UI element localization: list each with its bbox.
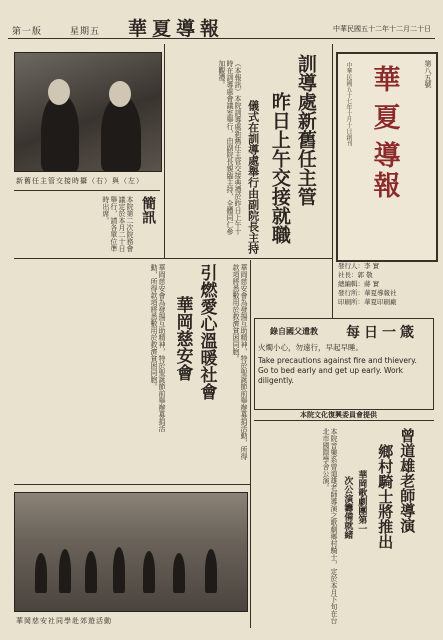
logo-char-last: 報	[373, 171, 401, 202]
maxim-source: 錄自國父遺教	[270, 326, 318, 336]
xmas-headline-1: 引燃愛心溫暖社會	[196, 264, 217, 400]
xmas-body-cont: 華岡慈安會為發揚互助精神，特於聖誕節前舉辦募捐活動，所得款項將悉數用於救濟貧困同胞。	[231, 264, 248, 460]
page-header	[8, 10, 435, 39]
lead-headline-2: 昨日上午交接就職	[268, 92, 291, 244]
credit-line: 印刷所：華夏印刷廠	[338, 298, 397, 306]
credit-line: 社長：郭 敬	[338, 271, 373, 279]
masthead	[336, 52, 438, 262]
maxim-english: Take precautions against fire and thievery. Go to bed early and get up early. Work diligently.	[258, 356, 417, 385]
page-label: 第一版	[12, 27, 43, 37]
logo-char: 導	[373, 141, 401, 172]
date-line: 中華民國五十二年十二月二十日	[333, 25, 431, 33]
maxim-credit: 本院文化復興委員會提供	[300, 410, 377, 419]
weekday: 星期五	[70, 27, 101, 37]
xmas-body: 華岡慈安會為發揚互助精神，特於聖誕節前舉辦募捐活動，所得款項將悉數用於救濟貧困同胞。	[149, 264, 166, 432]
jian-xun-title: 簡訊	[140, 196, 157, 224]
masthead-credits	[338, 262, 434, 307]
xmas-headline-2: 華岡慈安會	[172, 296, 193, 381]
logo-char: 夏	[373, 103, 401, 134]
credit-line: 發行人：李 實	[338, 262, 380, 270]
masthead-logo	[338, 62, 436, 176]
publisher-line: 中華民國五十七年十月十日創刊	[344, 62, 352, 146]
bottom-photo	[14, 492, 248, 612]
header-paper-name: 華夏導報	[128, 18, 225, 40]
lead-body: （本報訊）本院訓導處新舊任主管交接典禮於昨日上午十時在訓導處會議室舉行，由副院長親臨主持，全體同仁參加觀禮。	[217, 60, 242, 235]
right-subhead-1: 華岡歌劇團第一	[356, 470, 367, 533]
bottom-photo-caption: 華岡慈安社同學赴郊遊活動	[16, 617, 112, 625]
top-photo-caption: 新舊任主管交接時攝（右）與（左）	[16, 177, 144, 185]
credit-line: 總編輯：蔣 實	[338, 280, 380, 288]
right-body: 本院音樂系曾道雄老師導演之歌劇鄉村騎士，定於本月下旬在台北市國際學舍公演。	[321, 428, 338, 624]
lead-subhead: 儀式在訓導處舉行由副院長主持	[246, 100, 260, 254]
jian-xun-body: 本院第二次院務會議定於本月二十日舉行，請各單位準時出席。	[101, 196, 134, 252]
right-headline-1: 曾道雄老師導演	[398, 428, 417, 533]
lead-headline-1: 訓導處新舊任主管	[294, 54, 317, 206]
top-photo	[14, 52, 162, 172]
logo-char: 華	[373, 65, 401, 96]
maxim-chinese: 火燭小心，勿遠行，早起早睡。	[258, 343, 363, 352]
right-subhead-2: 次公演籌備就緒	[342, 476, 353, 539]
maxim-title: 每日一箴	[346, 325, 418, 341]
right-headline-2: 鄉村騎士將推出	[376, 444, 395, 549]
credit-line: 發行所：華夏導報社	[338, 289, 397, 297]
issue-number: 第八五號	[424, 60, 432, 88]
